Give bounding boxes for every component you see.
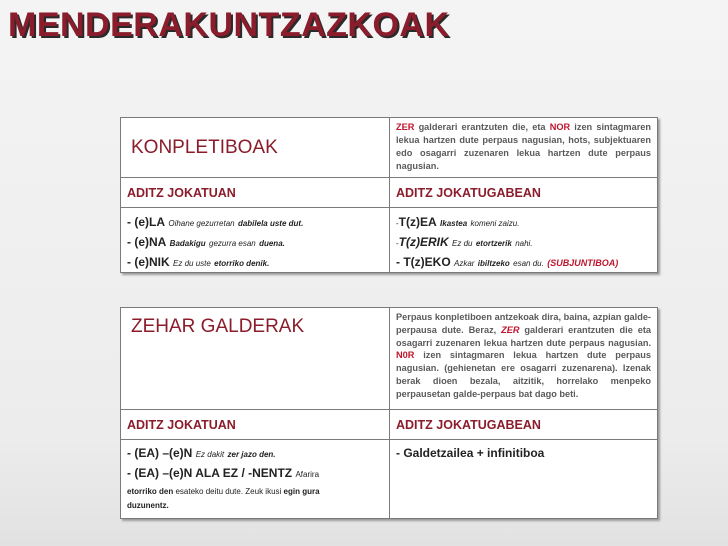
zehar-galderak-table [120, 307, 658, 519]
col-aditz-jokatugabean: ADITZ JOKATUGABEAN [389, 410, 657, 439]
example-line: - (e)LA Oihane gezurretan dabilela uste dut. [127, 215, 304, 229]
example-line: - (EA) –(e)N Ez dakit zer jazo den. [127, 446, 276, 460]
example-line: - (EA) –(e)N ALA EZ / -NENTZ Afarira [127, 466, 320, 480]
example-line: - (e)NIK Ez du uste etorriko denik. [127, 255, 270, 269]
example-line: etorriko den esateko deitu dute. Zeuk ikusi egin gura [127, 487, 320, 496]
subjuntiboa-label: (SUBJUNTIBOA) [547, 258, 619, 268]
desc-text: izen sintagmaren lekua hartzen dute perpaus nagusian, hots, subjektuaren edo osagarri zuzenaren lekua hartzen dute perpaus nagusian. [396, 122, 651, 171]
konpletiboak-left-examples [121, 208, 389, 272]
example-line: - (e)NA Badakigu gezurra esan duena. [127, 235, 285, 249]
zer-keyword: ZER [501, 324, 520, 335]
konpletiboak-title: KONPLETIBOAK [131, 136, 278, 158]
zer-keyword: ZER [396, 122, 415, 132]
nor-keyword: NOR [549, 122, 571, 132]
example-line: -T(z)ERIK Ez du etortzerik nahi. [396, 235, 533, 249]
zehar-left-examples [121, 440, 389, 518]
zehar-galderak-title: ZEHAR GALDERAK [131, 316, 305, 337]
example-line: - T(z)EKO Azkar ibiltzeko esan du. (SUBJUNTIBOA) [396, 255, 619, 269]
konpletiboak-description [389, 118, 657, 177]
konpletiboak-table [120, 117, 658, 273]
zehar-header-row [121, 308, 657, 410]
desc-text: galderari erantzuten die, eta [414, 122, 550, 132]
konpletiboak-examples-row [121, 208, 657, 272]
example-line: duzunentz. [127, 501, 169, 510]
col-aditz-jokatuan: ADITZ JOKATUAN [127, 417, 236, 432]
zehar-col-row [121, 410, 657, 440]
col-aditz-jokatugabean: ADITZ JOKATUGABEAN [389, 178, 657, 207]
example-line: - Galdetzailea + infinitiboa [396, 446, 545, 460]
example-line: -T(z)EA Ikastea komeni zaizu. [396, 215, 520, 229]
zehar-description: Perpaus konpletiboen antzekoak dira, baina, azpian galde-perpausa dute. Beraz, ZER galderari erantzuten die eta osagarri zuzenaren lekua hartzen dute perpaus nagusian. N0R izen sintagmaren lekua hartzen dute perpaus nagusian. (gehienetan ere osagarri zuzenarena). Izenak berak dioen bezala, aitzitik, horrelako menpeko perpausetan galde-perpaus bat dago beti. [389, 308, 657, 409]
konpletiboak-right-examples [389, 208, 657, 272]
page-title: MENDERAKUNTZAZKOAK [8, 6, 450, 44]
konpletiboak-header-row [121, 118, 657, 178]
zehar-right-examples [389, 440, 657, 518]
konpletiboak-col-row [121, 178, 657, 208]
nor-keyword: N0R [396, 350, 415, 361]
zehar-examples-row [121, 440, 657, 518]
col-aditz-jokatuan: ADITZ JOKATUAN [127, 185, 236, 200]
